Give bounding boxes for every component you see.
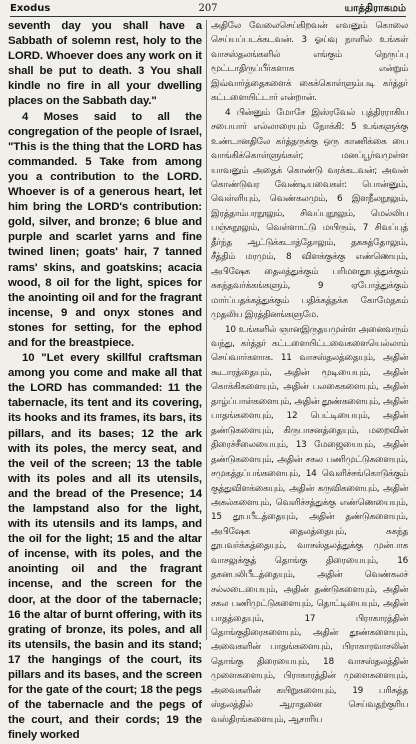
tamil-paragraph-2: 4 பின்னும் மோசே இஸ்ரவேல் புத்திரராகிய சபையார் எல்லாரையும் நோக்கி: 5 உங்களுக்கு உண்டானதிலே கர்த்தருக்கு ஒரு காணிக்கை யை வாங்கிக்கொள்ளுங்கள்; மனப்பூர்வமுள்ள யாவனும் அதைக் கொண்டு வரக்கடவன்; அவன் கொண்டுவர வேண்டியவைகள்: பொன்னும், வெள்ளியும், வெண்கலமும், 6 இளநீலநூலும், இரத்தாம்பரநூலும், சிவப்புநூலும், மெல்லிய பஞ்சுநூலும், வெள்ளாட்டு மயிரும், 7 சிவப்புத் தீர்ந்த ஆட்டுக்கடாத்தோலும், தகசுத்தோலும், சீத்திம் மரமும், 8 விளக்குக்கு எண்ணெயும், அபிஷேக தைலத்துக்கும் பரிமளதூபத்துக்கும் சுகந்தவர்க்கங்களும், 9 ஏபோத்துக்கும் மார்ப்பதக்கத்துக்கும் பதிக்கத்தக்க கோமேதகம் முதலிய இரத்தினங்களுமே. bbox=[211, 107, 408, 321]
english-paragraph-2: 4 Moses said to all the congregation of the people of Israel, "This is the thing that the LORD has commanded. 5 Take from among you a contribution to the LORD. Whoever is of a generous heart, let him bring the LORD's contribution: gold, silver, and bronze; 6 blue and purple and scarlet yarns and fine twined linen; goats' hair, 7 tanned rams' skins, and goatskins; acacia wood, 8 oil for the light, spices for the anointing oil and for the fragrant incense, 9 and onyx stones and stones for setting, for the ephod and for the breastpiece. bbox=[8, 110, 202, 349]
tamil-column bbox=[211, 19, 408, 725]
book-title-english: Exodus bbox=[10, 3, 51, 14]
english-paragraph-3: 10 "Let every skillful craftsman among you come and make all that the LORD has commanded: 11 the tabernacle, its tent and its covering, its hooks and its frames, its bars, its pillars, and its bases; 12 the ark with its poles, the mercy seat, and the veil of the screen; 13 the table with its poles and all its utensils, and the bread of the Presence; 14 the lampstand also for the light, with its utensils and its lamps, and the oil for the light; 15 and the altar of incense, with its poles, and the anointing oil and the fragrant incense, and the screen for the door, at the door of the tabernacle; 16 the altar of burnt offering, with its grating of bronze, its poles, and all its utensils, the basin and its stand; 17 the hangings of the court, its pillars and its bases, and the screen for the gate of the court; 18 the pegs of the tabernacle and the pegs of the court, and their cords; 19 the finely worked bbox=[8, 352, 202, 742]
column-divider bbox=[206, 20, 207, 640]
page-header bbox=[10, 2, 406, 17]
english-column bbox=[8, 19, 202, 742]
book-title-tamil: யாத்திராகமம் bbox=[344, 3, 406, 14]
english-paragraph-1: seventh day you shall have a Sabbath of solemn rest, holy to the LORD. Whoever does any work on it shall be put to death. 3 You shall kindle no fire in all your dwelling places on the Sabbath day." bbox=[8, 20, 202, 108]
tamil-paragraph-1: அதிலே வேலைசெய்கிறவன் எவனும் கொலை செய்யப்படக்கடவன். 3 ஓய்வு நாளில் உங்கள் வாசஸ்தலங்களில் எங்கும் நெருப்பு மூட்டாதிருப்பீர்களாக என்றும் இவ்வார்த்தைகளைக் கைக்கொள்ளும்படி கர்த்தர் கட்டளையிட்டார் என்றான். bbox=[211, 21, 408, 104]
page-number: 207 bbox=[198, 3, 218, 14]
tamil-paragraph-3: 10 உங்களில் ஞானஇருதயமுள்ள அனைவரும் வந்து, கர்த்தர் கட்டளையிட்டவைகளையெல்லாம் செய்வார்களாக. 11 வாசஸ்தலத்தையும், அதின் கூடாரத்தையும், அதின் மூடியையும், அதின் கொக்கிகளையும், அதின் பலகைகளையும், அதின் தாழ்ப்பாள்களையும், அதின் தூண்களையும், அதின் பாதங்களையும், 12 பெட்டியையும், அதின் தண்டுகளையும், கிருபாசனத்தையும், மறைவின் திரைச்சீலையையும், 13 மேஜையையும், அதின் தண்டுகளையும், அதின் சகல பணிமுட்டுகளையும், சமுகத்தப்பங்களையும், 14 வெளிச்சங்கொடுக்கும் குத்துவிளக்கையும், அதின் கருவிகளையும், அதின் அகல்களையும், வெளிச்சத்துக்கு எண்ணெயையும், 15 தூபபீடத்தையும், அதின் தண்டுகளையும், அபிஷேக தைலத்தையும், சுகந்த தூபவர்க்கத்தையும், வாசஸ்தலத்துக்கு முன்பாக வாசலுக்குத் தொங்கு திரையையும், 16 தகனபலிபீடத்தையும், அதின் வெண்கலச் சல்லடையையும், அதின் தண்டுகளையும், அதின் சகல பணிமுட்டுகளையும், தொட்டியையும், அதின் பாதத்தையும், 17 பிராகாரத்தின் தொங்குதிரைகளையும், அதின் தூண்களையும், அவைகளின் பாதங்களையும், பிராகாரவாசலின் தொங்கு திரையையும், 18 வாசஸ்தலத்தின் முளைகளையும், பிராகாரத்தின் முளைகளையும், அவைகளின் கயிறுகளையும், 19 பரிசுத்த ஸ்தலத்தில் ஆராதனை செய்வதற்குரிய வஸ்திரங்களையும், ஆசாரிய bbox=[211, 324, 408, 725]
